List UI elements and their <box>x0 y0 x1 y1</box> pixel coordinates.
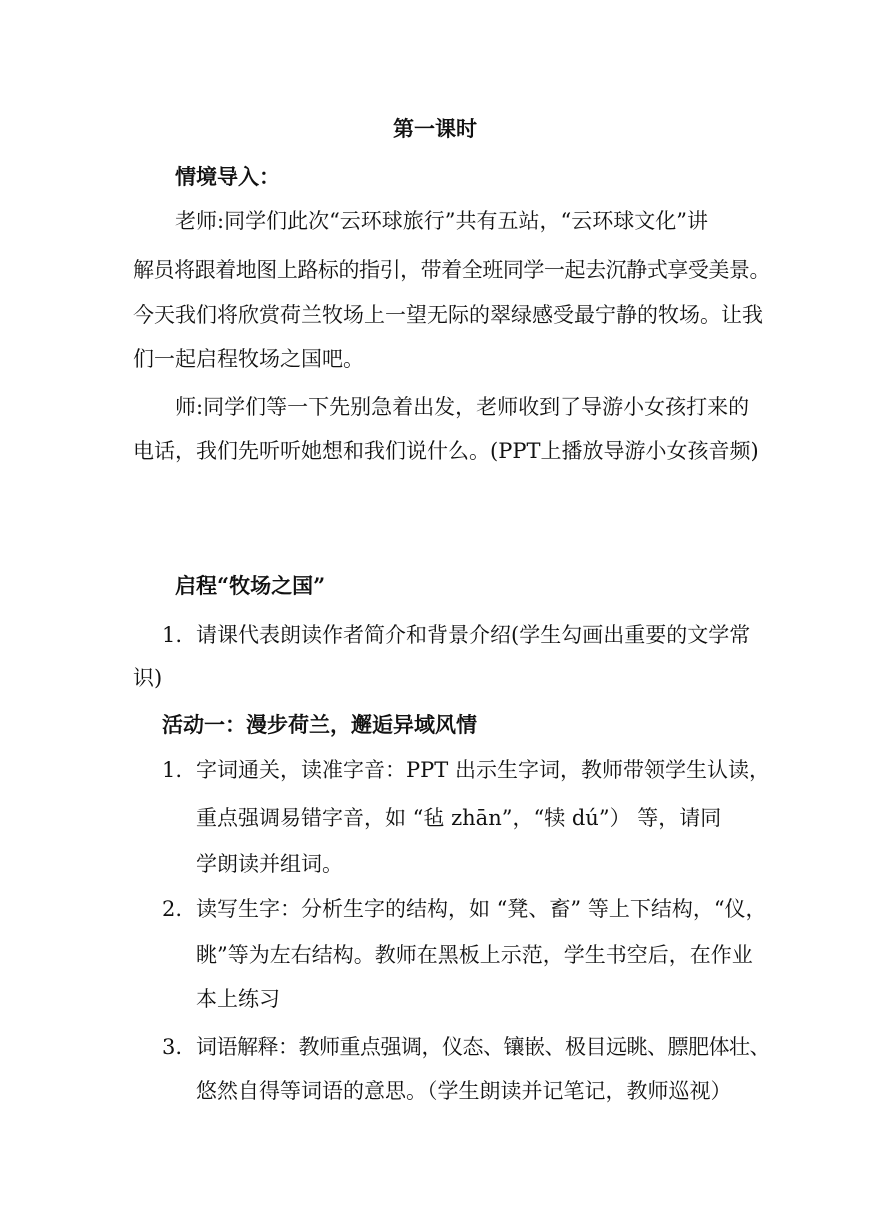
activity-item1-line3: 学朗读并组词。 <box>196 852 343 876</box>
intro-para1-line3: 今天我们将欣赏荷兰牧场上一望无际的翠绿感受最宁静的牧场。让我 <box>133 303 763 327</box>
activity-item3-line2: 悠然自得等词语的意思。（学生朗读并记笔记，教师巡视） <box>196 1079 732 1103</box>
activity-item3-line1: 词语解释：教师重点强调，仪态、镶嵌、极目远眺、膘肥体壮、 <box>196 1035 770 1059</box>
activity-item2-line3: 本上练习 <box>196 987 280 1011</box>
intro-para2-line1: 师:同学们等一下先别急着出发，老师收到了导游小女孩打来的 <box>175 395 750 419</box>
section-item1-line2: 识) <box>133 666 163 690</box>
intro-para2-line2: 电话，我们先听听她想和我们说什么。(PPT上播放导游小女孩音频) <box>133 439 759 463</box>
activity-item2-line1: 读写生字：分析生字的结构，如 “凳、畜” 等上下结构，“仪， <box>196 897 767 921</box>
intro-para1-line4: 们一起启程牧场之国吧。 <box>133 347 364 371</box>
activity-item1-line2: 重点强调易错字音，如 “毡 zhān”，“犊 dú”） 等，请同 <box>196 806 722 830</box>
activity-item1-line1: 字词通关，读准字音：PPT 出示生字词，教师带领学生认读， <box>196 758 770 782</box>
intro-para1-line2: 解员将跟着地图上路标的指引，带着全班同学一起去沉静式享受美景。 <box>133 258 770 282</box>
activity-item3-number: 3. <box>162 1035 183 1059</box>
activity-heading: 活动一：漫步荷兰，邂逅异域风情 <box>162 712 477 737</box>
activity-item1-number: 1. <box>162 758 183 782</box>
activity-item2-number: 2. <box>162 897 183 921</box>
section-heading: 启程“牧场之国” <box>175 573 326 598</box>
intro-para1-line1: 老师:同学们此次“云环球旅行”共有五站，“云环球文化”讲 <box>175 209 709 233</box>
activity-item2-line2: 眺”等为左右结构。教师在黑板上示范，学生书空后，在作业 <box>196 943 753 967</box>
section-item1-number: 1. <box>162 623 183 647</box>
section-item1-line1: 请课代表朗读作者简介和背景介绍(学生勾画出重要的文学常 <box>196 623 751 647</box>
intro-heading: 情境导入： <box>175 164 280 189</box>
page-title: 第一课时 <box>393 116 477 141</box>
